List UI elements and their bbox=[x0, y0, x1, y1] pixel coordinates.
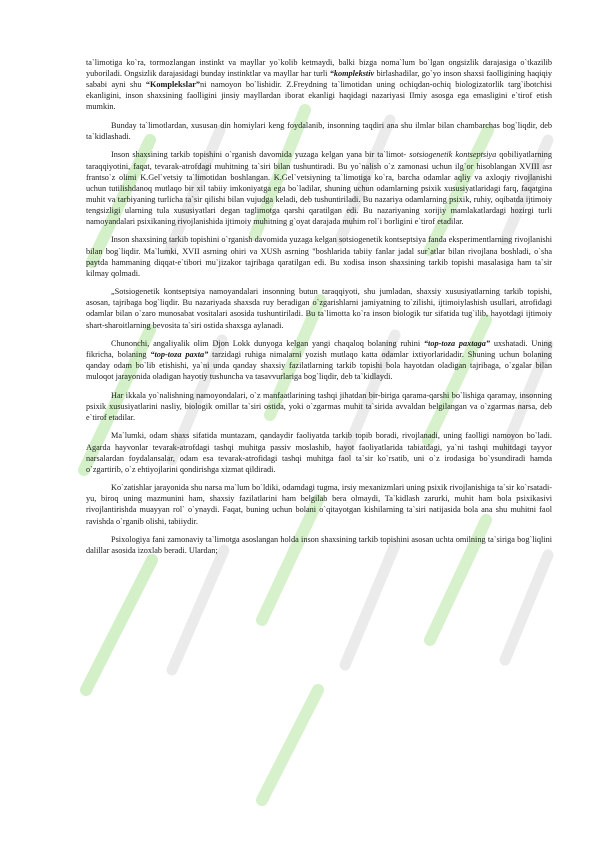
paragraph bbox=[86, 390, 552, 423]
text-run: Psixologiya fani zamonaviy ta`limotga asoslangan holda inson shaxsining tarkib topishini asosan uchta omilning ta`siriga bog`liqlini dalillar asosida izoxlab beradi. Ulardan; bbox=[86, 534, 552, 556]
text-run: Inson shaxsining tarkib topishini o`rganish davomida yuzaga kelgan yana bir ta`limot- bbox=[111, 150, 410, 160]
paragraph bbox=[86, 149, 552, 227]
text-run: ta`limotiga ko`ra, tormozlangan instinkt va mayllar yo`kolib ketmaydi, balki bizga noma`lum bo`lgan ongsizlik darajasiga o`tkazilib yuboriladi. Ongsizlik darajasidagi bunday instinktlar va mayllar har turli bbox=[86, 58, 552, 79]
emphasis-text bbox=[330, 69, 374, 78]
paragraph bbox=[86, 430, 552, 474]
emphasis-text: sotsiogenetik kontseptsiya bbox=[409, 150, 497, 160]
text-run: Bunday ta`limotlardan, xususan din homiylari keng foydalanib, insonning taqdiri ana shu ilmlar bilan chambarchas bog`liqdir, deb ta`kidlashadi. bbox=[86, 120, 552, 141]
text-run: Har ikkala yo`nalishning namoyondalari, o`z manfaatlarining tashqi jihatdan bir-biriga qarama-qarshi bo`lishiga qaramay, insonning psixik xususiyatlarini nasliy, biologik omillar ta`siri ostida, yoki o`zgarmas muhit ta`sirida avvaldan belgilangan va o`zgarmas narsa, deb e`tirof etadilar. bbox=[86, 390, 552, 422]
paragraph bbox=[86, 57, 552, 112]
text-run: Ko`zatishlar jarayonida shu narsa ma`lum bo`ldiki, odamdagi tugma, irsiy mexanizmlari uning psixik rivojlanishiga ta`sir ko`rsatadi-yu, biroq uning mazmunini ham, shaxsiy fazilatlarini ham belgilab bera olmaydi, Ta`kidlash zarurki, muhit ham bola psixikasivi rivojlantirishda muayyan rol` o`ynaydi. Faqat, buning uchun bolani o`qitayotgan kishilarning ta`siri natijasida bola ana shu muhitni faol ravishda o`rganib olishi, tabiiydir. bbox=[86, 483, 552, 526]
emphasis-text: “Komplekslar” bbox=[145, 80, 200, 90]
text-run: uxshatadi. Uning fikricha, bolaning bbox=[86, 339, 552, 360]
emphasis-text: “top-toza paxtaga” bbox=[423, 339, 491, 349]
emphasis-text bbox=[150, 350, 208, 359]
text-run: Inson shaxsining tarkib topishini o`rganish davomida yuzaga kelgan sotsiogenetik kontseptsiya fanda eksperimentlarning rivojlanishi bilan bog`liqdir. Ma`lumki, XVII asrning ohiri va XUSh asrning "boshlarida tabiiy fanlar jadal sur`atlar bilan rivojlana boshladi, o`sha paytda hammaning diqqat-e`tibori mu`jizakor tajribaga qaratilgan edi. Bu xodisa inson shaxsining tarkib topishi masalasiga ham ta`sir kilmay qolmadi. bbox=[86, 235, 552, 278]
paragraph bbox=[86, 234, 552, 278]
emphasis-text bbox=[424, 339, 490, 348]
paragraph bbox=[86, 120, 552, 142]
paragraph bbox=[86, 534, 552, 556]
document-body bbox=[86, 57, 552, 564]
text-run: ni namoyon bo`lishidir. Z.Freydning ta`limotidan uning ochiqdan-ochiq biologizatorlik targ`ibotchisi ekanligini, inson shaxsining faolligini jinsiy mayllardan iborat ekanligi haqidagi nazariyasi Ilmiy asosga ega emasligini e`tirof etish mumkin. bbox=[86, 80, 552, 112]
emphasis-text: “top-toza paxta” bbox=[150, 350, 209, 360]
paragraph bbox=[86, 286, 552, 330]
text-run: Ma`lumki, odam shaxs sifatida muntazam, qandaydir faoliyatda tarkib topib boradi, rivojlanadi, uning faolligi namoyon bo`ladi. Agarda hayvonlar tevarak-atrofdagi tashqi muhitga passiv moslashib, hayot faoliyatlarida tabiatdagi, ya`ni tashqi muhitdagi tayyor narsalardan foydalansalar, odam esa tevarak-atrofidagi tashqi muhitga faol ta`sir ko`rsatib, uni o`z irodasiga bo`ysundiradi hamda o`zgartirib, o`z ehtiyojlarini qondirishga xizmat qildiradi. bbox=[86, 431, 552, 474]
text-run: „Sotsiogenetik kontseptsiya namoyandalari insonning butun taraqqiyoti, shu jumladan, shaxsiy xususiyatlarning tarkib topishi, asosan, tajribaga bog`liqdir. Bu nazariyada shaxsda ruy beradigan o`zgarishlarni jamiyatning to`zilishi, ijtimoiylashish usullari, atrofidagi odamlar bilan o`zaro munosabat vositalari asosida tushuntiriladi. Bu ta`limotta ko`ra inson biologik tur sifatida tug`ilib, hayotdagi ijtimoiy shart-sharoitlarning bevosita ta`siri ostida shaxsga aylanadi. bbox=[86, 287, 552, 330]
emphasis-text: “komplekstiv bbox=[329, 69, 375, 79]
text-run: Chunonchi, angaliyalik olim Djon Lokk dunyoga kelgan yangi chaqaloq bolaning ruhini bbox=[111, 339, 424, 349]
paragraph bbox=[86, 338, 552, 382]
text-run: qobiliyatlarning taraqqiyotini, faqat, tevarak-atrofdagi muhitning ta`siri bilan tushuntiradi. Bu yo`nalish o`z zamonasi uchun ilg`or hisoblangan XVIII asr frantso`z olimi K.Gel`vetsiy ta`limotidan boshlangan. K.Gel`vetsiyning ta`limotiga ko`ra, barcha odamlar aqliy va axloqiy rivojlanishi uchun tutilishdanoq mutlaqo bir xil tabiiy imkoniyatga ega bo`ladilar, shuning uchun odamlarning psixik xususiyatlaridagi farq, faqatgina muhit va tarbiyaning turlicha ta`sir qilishi bilan vujudga keladi, deb tushuntiriladi. Bu nazariya odamlarning psixik, ruhiy, oqibatda ijtimoiy tengsizligi ularning tula xususiyatlari degan taglimotga qarshi qaratilgan edi. Bu nazariyaning xorijiy mamlakatlardagi hozirgi turli namoyandalari psixikaning rivojlanishida ijtimoiy muhitning g`oyat darajada muhim rol`i borligini e`tirof etadilar. bbox=[86, 150, 553, 226]
text-run: tarzidagi ruhiga nimalarni yozish mutlaqo katta odamlar ixtiyorlaridadir. Shuning uchun bolaning qanday odam bo`lib etishishi, ya`ni unda qanday shaxsiy fazilatlarning tarkib topishi bola hayotdan oladigan tajribaga, o`zgalar bilan muloqot jarayonida oladigan hayotiy tushuncha va tasavvurlariga bog`liqdir, deb ta`kidlaydi. bbox=[86, 350, 552, 382]
text-run: birlashadilar, go`yo inson shaxsi faolligining haqiqiy sababi ayni shu bbox=[86, 69, 552, 90]
paragraph bbox=[86, 482, 552, 526]
